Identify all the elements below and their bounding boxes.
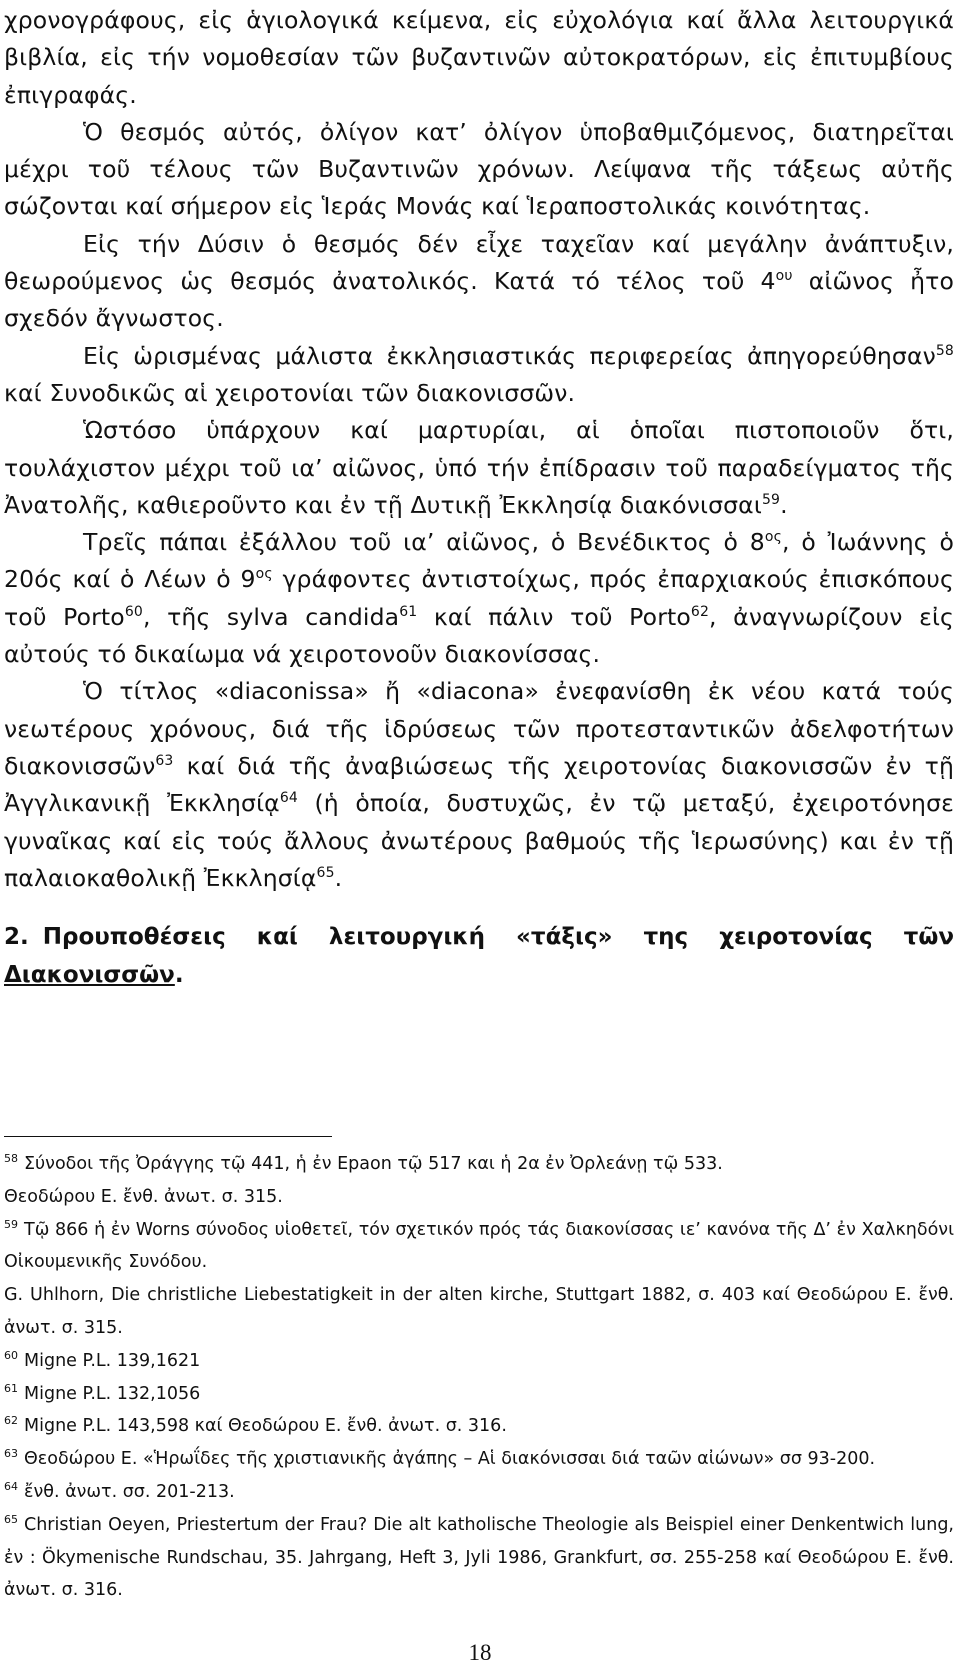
footnote-ref[interactable]: 59 xyxy=(761,491,781,508)
paragraph-text: Εἰς ὡρισμένας μάλιστα ἐκκλησιαστικάς περιφερείας ἀπηγορεύθησαν xyxy=(83,341,936,370)
footnote-64 xyxy=(4,1476,954,1509)
paragraph-text: Τρεῖς πάπαι ἐξάλλου τοῦ ια’ αἰῶνος, ὁ Βενέδικτος ὁ 8 xyxy=(83,528,765,557)
paragraph-text: γράφοντες ἀντιστοίχως, πρός ἐπαρχιακούς ἐπισκόπους τοῦ Porto xyxy=(4,565,954,631)
footnote-number: 59 xyxy=(4,1217,18,1231)
footnote-text: Τῷ 866 ἡ ἐν Worns σύνοδος υἱοθετεῖ, τόν σχετικόν πρός τάς διακονίσσας ιε’ κανόνα τῆς Δ’ ἐν Χαλκηδόνι Οἰκουμενικῆς Συνόδου. xyxy=(4,1219,954,1273)
paragraph xyxy=(4,2,954,114)
footnote-text: Θεοδώρου Ε. «Ἡρωΐδες τῆς χριστιανικῆς ἀγάπης – Αἱ διακόνισσαι διά ταῶν αἰώνων» σσ 93-200. xyxy=(24,1449,876,1470)
paragraph-text: Ὁ τίτλος «diaconissa» ἤ «diacona» ἐνεφανίσθη ἐκ νέου κατά τούς νεωτέρους χρόνους, διά τῆς ἱδρύσεως τῶν προτεσταντικῶν ἀδελφοτήτων διακονισσῶν xyxy=(4,677,954,780)
footnote-58-continued xyxy=(4,1181,954,1214)
paragraph xyxy=(4,338,954,413)
paragraph-text: Εἰς τήν Δύσιν ὁ θεσμός δέν εἶχε ταχεῖαν καί μεγάλην ἀνάπτυξιν, θεωρούμενος ὡς θεσμός ἀνατολικός. Κατά τό τέλος τοῦ 4 xyxy=(4,229,954,296)
footnote-text: G. Uhlhorn, Die christliche Liebestatigkeit in der alten kirche, Stuttgart 1882, σ. 403 καί Θεοδώρου Ε. ἔνθ. ἀνωτ. σ. 315. xyxy=(4,1285,954,1338)
paragraph xyxy=(4,524,954,673)
paragraph-text: Ὁ θεσμός αὐτός, ὀλίγον κατ’ ὀλίγον ὑποβαθμιζόμενος, διατηρεῖται μέχρι τοῦ τέλους τῶν Βυζαντινῶν χρόνων. Λείψανα τῆς τάξεως αὐτῆς σώζονται καί σήμερον εἰς Ἱεράς Μονάς καί Ἱεραποστολικάς κοινότητας. xyxy=(4,117,954,221)
footnote-ref[interactable]: 62 xyxy=(690,603,710,620)
footnote-59 xyxy=(4,1214,954,1280)
footnote-number: 65 xyxy=(4,1512,18,1526)
footnote-text: Σύνοδοι τῆς Ὀράγγης τῷ 441, ἡ ἐν Epaon τῷ 517 και ἡ 2α ἐν Ὀρλεάνῃ τῷ 533. xyxy=(24,1154,723,1174)
footnote-60 xyxy=(4,1345,954,1378)
paragraph-text: . xyxy=(334,863,343,892)
paragraph-text: καί πάλιν τοῦ Porto xyxy=(417,602,691,631)
paragraph-text: . xyxy=(780,490,788,519)
footnote-number: 62 xyxy=(4,1414,18,1428)
paragraph-text: Ὡστόσο ὑπάρχουν καί μαρτυρίαι, αἱ ὁποῖαι πιστοποιοῦν ὅτι, τουλάχιστον μέχρι τοῦ ια’ αἰῶνος, ὑπό τήν ἐπίδρασιν τοῦ παραδείγματος τῆς Ἀνατολῆς, καθιεροῦντο και ἐν τῇ Δυτικῇ Ἐκκλησίᾳ διακόνισσαι xyxy=(4,416,954,519)
ordinal-superscript: ος xyxy=(255,566,273,583)
footnotes xyxy=(4,1148,954,1607)
footnote-separator xyxy=(4,1136,332,1137)
footnote-ref[interactable]: 61 xyxy=(399,603,418,620)
section-title-underlined: Διακονισσῶν xyxy=(4,962,175,988)
footnote-number: 64 xyxy=(4,1479,18,1493)
footnote-58 xyxy=(4,1148,954,1181)
footnote-59-continued xyxy=(4,1279,954,1345)
footnote-number: 60 xyxy=(4,1348,18,1362)
footnote-text: Θεοδώρου Ε. ἔνθ. ἀνωτ. σ. 315. xyxy=(4,1186,283,1207)
footnote-text: ἔνθ. ἀνωτ. σσ. 201-213. xyxy=(24,1481,235,1502)
paragraph xyxy=(4,673,954,897)
paragraph-text: , ὁ Ἰωάννης ὁ 20ός καί ὁ Λέων ὁ 9 xyxy=(4,528,954,594)
footnote-ref[interactable]: 58 xyxy=(935,342,954,359)
footnote-number: 63 xyxy=(4,1447,18,1461)
footnote-ref[interactable]: 63 xyxy=(155,752,174,769)
footnote-text: Migne P.L. 143,598 καί Θεοδώρου Ε. ἔνθ. ἀνωτ. σ. 316. xyxy=(24,1416,507,1437)
paragraph-text: καί διά τῆς ἀναβιώσεως τῆς χειροτονίας διακονισσῶν ἐν τῇ Ἀγγλικανικῇ Ἐκκλησίᾳ xyxy=(4,751,954,818)
ordinal-superscript: ος xyxy=(764,529,783,546)
paragraph xyxy=(4,114,954,226)
paragraph-text: (ἡ ὁποία, δυστυχῶς, ἐν τῷ μεταξύ, ἐχειροτόνησε γυναῖκας καί εἰς τούς ἄλλους ἀνωτέρους βαθμούς τῆς Ἱερωσύνης) και ἐν τῇ παλαιοκαθολικῇ Ἐκκλησίᾳ xyxy=(4,789,954,892)
paragraph-text: αἰῶνος ἦτο σχεδόν ἄγνωστος. xyxy=(4,267,954,333)
footnote-ref[interactable]: 60 xyxy=(124,603,143,620)
paragraph-text: , ἀναγνωρίζουν εἰς αὐτούς τό δικαίωμα νά χειροτονοῦν διακονίσσας. xyxy=(4,602,954,669)
section-number: 2. xyxy=(4,924,29,950)
footnote-number: 61 xyxy=(4,1381,18,1395)
paragraph-text: χρονογράφους, εἰς ἁγιολογικά κείμενα, εἰς εὐχολόγια καί ἄλλα λειτουργικά βιβλία, εἰς τήν νομοθεσίαν τῶν βυζαντινῶν αὐτοκρατόρων, εἰς ἐπιτυμβίους ἐπιγραφάς. xyxy=(4,6,954,109)
paragraph xyxy=(4,226,954,338)
footnote-text: Christian Oeyen, Priestertum der Frau? Die alt katholische Theologie als Beispiel einer Denkentwich lung, ἐν : Ökymenische Rundschau, 35. Jahrgang, Heft 3, Jyli 1986, Grankfurt, σσ. 255-258 καί Θεοδώρου Ε. ἔνθ. ἀνωτ. σ. 316. xyxy=(4,1514,954,1601)
section-title-end: . xyxy=(174,962,184,988)
paragraph-text: καί Συνοδικῶς αἱ χειροτονίαι τῶν διακονισσῶν. xyxy=(4,378,576,407)
section-heading xyxy=(4,918,954,994)
paragraph-text: , τῆς sylva candida xyxy=(142,602,400,631)
footnote-63 xyxy=(4,1443,954,1476)
section-title: Προυποθέσεις καί λειτουργική «τάξις» της χειροτονίας τῶν xyxy=(42,924,954,950)
footnote-65 xyxy=(4,1509,954,1607)
footnote-ref[interactable]: 64 xyxy=(279,790,298,807)
footnote-number: 58 xyxy=(4,1152,18,1165)
footnote-62 xyxy=(4,1410,954,1443)
paragraph xyxy=(4,412,954,524)
body-text xyxy=(4,2,954,897)
page-number: 18 xyxy=(468,1640,492,1665)
footnote-text: Migne P.L. 139,1621 xyxy=(24,1350,201,1371)
ordinal-superscript: ου xyxy=(775,268,793,285)
footnote-ref[interactable]: 65 xyxy=(316,864,335,881)
footnote-text: Migne P.L. 132,1056 xyxy=(24,1383,201,1404)
footnote-61 xyxy=(4,1378,954,1411)
